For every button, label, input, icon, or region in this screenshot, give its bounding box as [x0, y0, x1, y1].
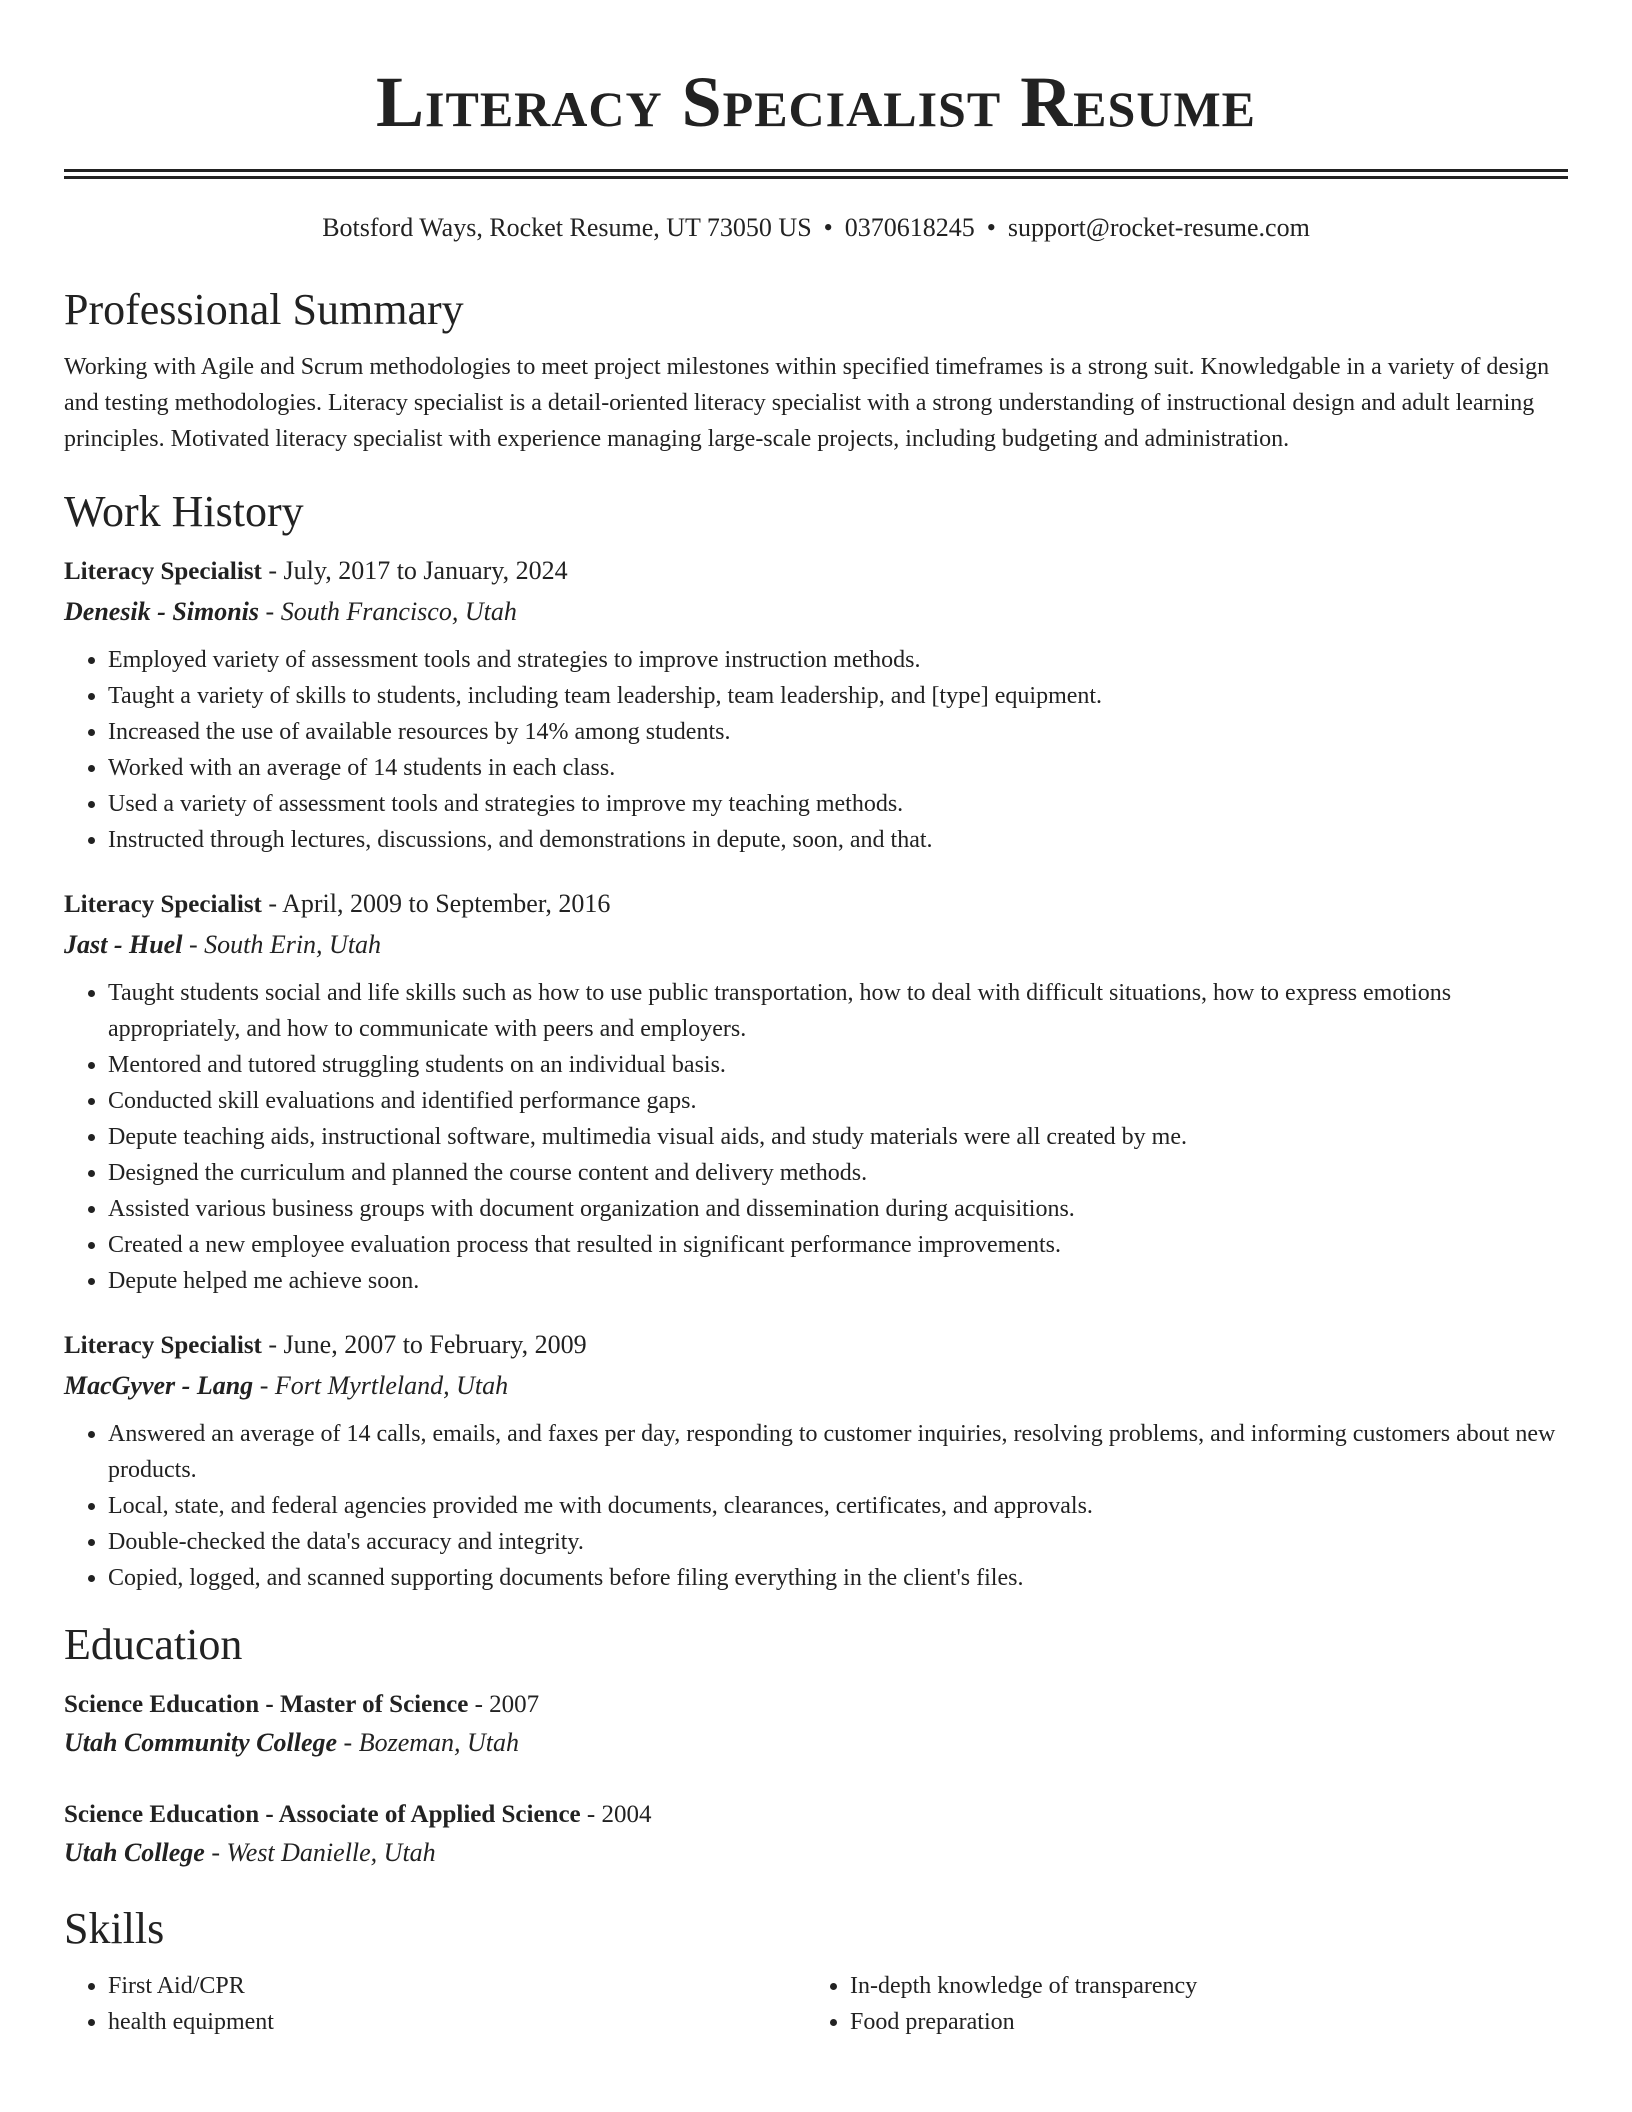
list-item: • Increased the use of available resources by 14% among students.	[108, 714, 1568, 750]
list-item: • Used a variety of assessment tools and strategies to improve my teaching methods.	[108, 786, 1568, 822]
title-divider	[64, 169, 1568, 179]
list-item: • Depute helped me achieve soon.	[108, 1263, 1568, 1299]
education-degree: Science Education - Associate of Applied Science	[64, 1801, 581, 1828]
job-title-line	[64, 884, 1568, 925]
job-dates: - April, 2009 to September, 2016	[261, 889, 611, 918]
list-item: • Depute teaching aids, instructional software, multimedia visual aids, and study materials were all created by me.	[108, 1119, 1568, 1155]
job-entry	[64, 551, 1568, 858]
education-school: Utah Community College	[64, 1728, 338, 1757]
job-location: - Fort Myrtleland, Utah	[253, 1371, 509, 1400]
job-company-line	[64, 592, 1568, 632]
job-entry	[64, 884, 1568, 1299]
contact-separator: •	[986, 213, 996, 242]
list-item: • Taught a variety of skills to students, including team leadership, team leadership, and [type] equipment.	[108, 678, 1568, 714]
skills-list-right	[806, 1968, 1548, 2040]
list-item: • Conducted skill evaluations and identified performance gaps.	[108, 1083, 1568, 1119]
education-school-line	[64, 1724, 1568, 1762]
skill-item: • First Aid/CPR	[108, 1968, 806, 2004]
skill-item: • Food preparation	[850, 2004, 1548, 2040]
contact-address: Botsford Ways, Rocket Resume, UT 73050 US	[322, 213, 812, 242]
education-heading: Education	[64, 1620, 243, 1669]
list-item: • Instructed through lectures, discussions, and demonstrations in depute, soon, and that.	[108, 822, 1568, 858]
list-item: • Copied, logged, and scanned supporting documents before filing everything in the client's files.	[108, 1560, 1568, 1596]
job-duties-list	[64, 642, 1568, 858]
list-item: • Taught students social and life skills such as how to use public transportation, how to deal with difficult situations, how to express emotions appropriately, and how to communicate with peers and employers.	[108, 975, 1568, 1047]
job-dates: - July, 2017 to January, 2024	[261, 556, 568, 585]
skill-item: • In-depth knowledge of transparency	[850, 1968, 1548, 2004]
job-location: - South Erin, Utah	[182, 930, 382, 959]
education-degree: Science Education - Master of Science	[64, 1691, 469, 1718]
job-duties-list	[64, 975, 1568, 1299]
education-entry	[64, 1686, 1568, 1762]
job-title-line	[64, 1325, 1568, 1366]
skill-item: • health equipment	[108, 2004, 806, 2040]
job-entry	[64, 1325, 1568, 1596]
job-role: Literacy Specialist	[64, 891, 262, 918]
summary-heading: Professional Summary	[64, 285, 464, 334]
list-item: • Created a new employee evaluation process that resulted in significant performance improvements.	[108, 1227, 1568, 1263]
list-item: • Assisted various business groups with document organization and dissemination during acquisitions.	[108, 1191, 1568, 1227]
education-year: - 2007	[468, 1691, 540, 1718]
contact-separator: •	[823, 213, 833, 242]
list-item: • Answered an average of 14 calls, emails, and faxes per day, responding to customer inquiries, resolving problems, and informing customers about new products.	[108, 1416, 1568, 1488]
job-company: Jast - Huel	[64, 930, 183, 959]
education-degree-line	[64, 1686, 1568, 1724]
job-company-line	[64, 925, 1568, 965]
education-year: - 2004	[580, 1801, 652, 1828]
education-degree-line	[64, 1796, 1568, 1834]
contact-line	[64, 211, 1568, 245]
education-location: - West Danielle, Utah	[204, 1838, 436, 1867]
contact-email: support@rocket-resume.com	[1007, 213, 1310, 242]
job-location: - South Francisco, Utah	[259, 597, 517, 626]
list-item: • Mentored and tutored struggling students on an individual basis.	[108, 1047, 1568, 1083]
skills-heading: Skills	[64, 1904, 165, 1953]
list-item: • Employed variety of assessment tools and strategies to improve instruction methods.	[108, 642, 1568, 678]
education-location: - Bozeman, Utah	[337, 1728, 520, 1757]
resume-title: Literacy Specialist Resume	[376, 62, 1256, 142]
job-dates: - June, 2007 to February, 2009	[261, 1330, 587, 1359]
education-entry	[64, 1796, 1568, 1872]
summary-text: Working with Agile and Scrum methodologies to meet project milestones within specified timeframes is a strong suit. Knowledgable in a variety of design and testing methodologies. Literacy specialist is a detail-oriented literacy specialist with a strong understanding of instructional design and adult learning principles. Motivated literacy specialist with experience managing large-scale projects, including budgeting and administration.	[64, 354, 1550, 452]
job-company: Denesik - Simonis	[64, 597, 260, 626]
list-item: • Local, state, and federal agencies provided me with documents, clearances, certificates, and approvals.	[108, 1488, 1568, 1524]
education-school: Utah College	[64, 1838, 205, 1867]
list-item: • Worked with an average of 14 students in each class.	[108, 750, 1568, 786]
education-school-line	[64, 1834, 1568, 1872]
skills-list-left	[64, 1968, 806, 2040]
job-title-line	[64, 551, 1568, 592]
list-item: • Double-checked the data's accuracy and integrity.	[108, 1524, 1568, 1560]
contact-phone: 0370618245	[844, 213, 975, 242]
work-history-heading: Work History	[64, 487, 304, 536]
job-company-line	[64, 1366, 1568, 1406]
job-role: Literacy Specialist	[64, 558, 262, 585]
job-duties-list	[64, 1416, 1568, 1596]
skills-grid	[64, 1968, 1568, 2040]
job-role: Literacy Specialist	[64, 1332, 262, 1359]
job-company: MacGyver - Lang	[64, 1371, 254, 1400]
list-item: • Designed the curriculum and planned the course content and delivery methods.	[108, 1155, 1568, 1191]
